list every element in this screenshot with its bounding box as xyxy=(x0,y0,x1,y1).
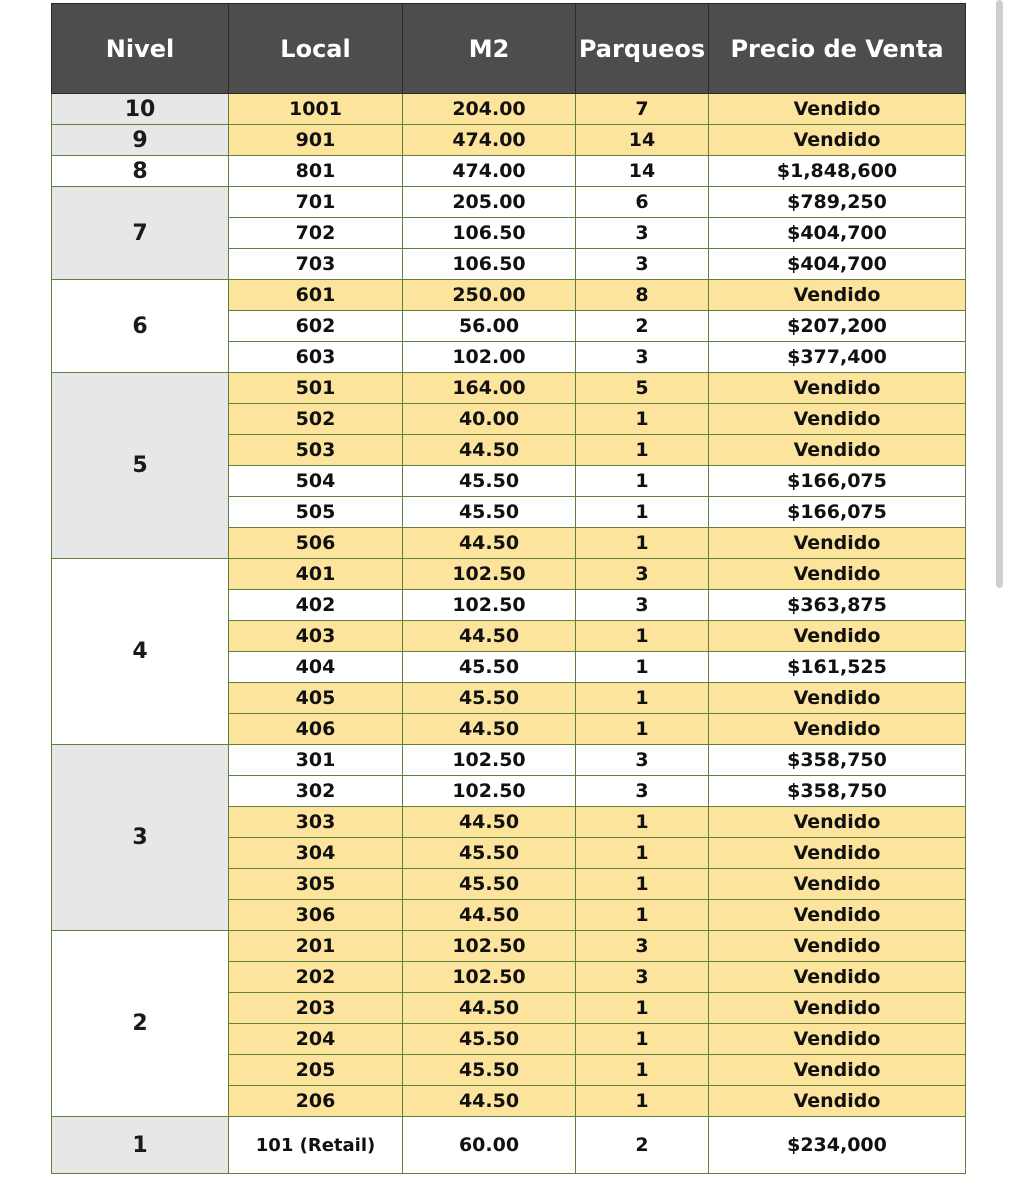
m2-cell: 44.50 xyxy=(403,714,576,745)
parqueos-cell: 14 xyxy=(576,156,709,187)
precio-cell: Vendido xyxy=(709,280,966,311)
precio-cell: $377,400 xyxy=(709,342,966,373)
header-nivel: Nivel xyxy=(52,4,229,94)
local-cell: 506 xyxy=(229,528,403,559)
local-cell: 901 xyxy=(229,125,403,156)
m2-cell: 40.00 xyxy=(403,404,576,435)
parqueos-cell: 1 xyxy=(576,869,709,900)
parqueos-cell: 2 xyxy=(576,311,709,342)
table-row xyxy=(52,559,966,590)
local-cell: 302 xyxy=(229,776,403,807)
local-cell: 403 xyxy=(229,621,403,652)
local-cell: 801 xyxy=(229,156,403,187)
m2-cell: 102.50 xyxy=(403,776,576,807)
parqueos-cell: 1 xyxy=(576,1086,709,1117)
local-cell: 603 xyxy=(229,342,403,373)
m2-cell: 44.50 xyxy=(403,528,576,559)
m2-cell: 102.50 xyxy=(403,745,576,776)
m2-cell: 44.50 xyxy=(403,1086,576,1117)
precio-cell: Vendido xyxy=(709,838,966,869)
local-cell: 401 xyxy=(229,559,403,590)
local-cell: 304 xyxy=(229,838,403,869)
m2-cell: 106.50 xyxy=(403,218,576,249)
local-cell: 206 xyxy=(229,1086,403,1117)
table-row xyxy=(52,94,966,125)
local-cell: 502 xyxy=(229,404,403,435)
precio-cell: $234,000 xyxy=(709,1117,966,1174)
nivel-cell: 4 xyxy=(52,559,229,745)
table-body xyxy=(52,94,966,1174)
m2-cell: 45.50 xyxy=(403,838,576,869)
precio-cell: $404,700 xyxy=(709,249,966,280)
local-cell: 201 xyxy=(229,931,403,962)
precio-cell: Vendido xyxy=(709,869,966,900)
m2-cell: 45.50 xyxy=(403,683,576,714)
header-local: Local xyxy=(229,4,403,94)
parqueos-cell: 1 xyxy=(576,838,709,869)
precio-cell: $789,250 xyxy=(709,187,966,218)
local-cell: 501 xyxy=(229,373,403,404)
table-row xyxy=(52,125,966,156)
table-row xyxy=(52,931,966,962)
header-m2: M2 xyxy=(403,4,576,94)
parqueos-cell: 1 xyxy=(576,900,709,931)
parqueos-cell: 3 xyxy=(576,559,709,590)
precio-cell: Vendido xyxy=(709,621,966,652)
local-cell: 602 xyxy=(229,311,403,342)
local-cell: 505 xyxy=(229,497,403,528)
m2-cell: 102.50 xyxy=(403,962,576,993)
parqueos-cell: 1 xyxy=(576,807,709,838)
scrollbar[interactable] xyxy=(996,0,1003,588)
precio-cell: Vendido xyxy=(709,993,966,1024)
parqueos-cell: 1 xyxy=(576,466,709,497)
local-cell: 205 xyxy=(229,1055,403,1086)
precio-cell: $207,200 xyxy=(709,311,966,342)
parqueos-cell: 1 xyxy=(576,683,709,714)
header-parqueos: Parqueos xyxy=(576,4,709,94)
local-cell: 1001 xyxy=(229,94,403,125)
nivel-cell: 1 xyxy=(52,1117,229,1174)
precio-cell: Vendido xyxy=(709,807,966,838)
header-precio: Precio de Venta xyxy=(709,4,966,94)
local-cell: 504 xyxy=(229,466,403,497)
parqueos-cell: 3 xyxy=(576,249,709,280)
m2-cell: 45.50 xyxy=(403,466,576,497)
parqueos-cell: 3 xyxy=(576,590,709,621)
local-cell: 405 xyxy=(229,683,403,714)
local-cell: 601 xyxy=(229,280,403,311)
local-cell: 503 xyxy=(229,435,403,466)
m2-cell: 56.00 xyxy=(403,311,576,342)
header-row xyxy=(52,4,966,94)
table-row xyxy=(52,373,966,404)
local-cell: 301 xyxy=(229,745,403,776)
parqueos-cell: 1 xyxy=(576,993,709,1024)
precio-cell: Vendido xyxy=(709,1024,966,1055)
parqueos-cell: 3 xyxy=(576,931,709,962)
local-cell: 306 xyxy=(229,900,403,931)
m2-cell: 250.00 xyxy=(403,280,576,311)
parqueos-cell: 3 xyxy=(576,342,709,373)
m2-cell: 44.50 xyxy=(403,807,576,838)
parqueos-cell: 6 xyxy=(576,187,709,218)
local-cell: 203 xyxy=(229,993,403,1024)
parqueos-cell: 1 xyxy=(576,1024,709,1055)
precio-cell: Vendido xyxy=(709,373,966,404)
precio-cell: $363,875 xyxy=(709,590,966,621)
precio-cell: Vendido xyxy=(709,683,966,714)
m2-cell: 45.50 xyxy=(403,1024,576,1055)
parqueos-cell: 3 xyxy=(576,962,709,993)
nivel-cell: 3 xyxy=(52,745,229,931)
m2-cell: 102.50 xyxy=(403,559,576,590)
nivel-cell: 6 xyxy=(52,280,229,373)
parqueos-cell: 8 xyxy=(576,280,709,311)
table-header xyxy=(52,4,966,94)
parqueos-cell: 3 xyxy=(576,218,709,249)
precio-cell: $166,075 xyxy=(709,497,966,528)
parqueos-cell: 1 xyxy=(576,714,709,745)
parqueos-cell: 1 xyxy=(576,528,709,559)
parqueos-cell: 1 xyxy=(576,497,709,528)
nivel-cell: 7 xyxy=(52,187,229,280)
local-cell: 703 xyxy=(229,249,403,280)
precio-cell: Vendido xyxy=(709,931,966,962)
m2-cell: 44.50 xyxy=(403,993,576,1024)
table-row xyxy=(52,745,966,776)
parqueos-cell: 1 xyxy=(576,1055,709,1086)
local-cell: 404 xyxy=(229,652,403,683)
table-row xyxy=(52,187,966,218)
precio-cell: $404,700 xyxy=(709,218,966,249)
m2-cell: 45.50 xyxy=(403,497,576,528)
parqueos-cell: 1 xyxy=(576,652,709,683)
precio-cell: Vendido xyxy=(709,94,966,125)
precio-cell: Vendido xyxy=(709,962,966,993)
m2-cell: 164.00 xyxy=(403,373,576,404)
m2-cell: 474.00 xyxy=(403,156,576,187)
nivel-cell: 8 xyxy=(52,156,229,187)
m2-cell: 106.50 xyxy=(403,249,576,280)
local-cell: 402 xyxy=(229,590,403,621)
local-cell: 305 xyxy=(229,869,403,900)
precio-cell: $358,750 xyxy=(709,745,966,776)
parqueos-cell: 5 xyxy=(576,373,709,404)
precio-cell: $1,848,600 xyxy=(709,156,966,187)
precio-cell: Vendido xyxy=(709,435,966,466)
precio-cell: Vendido xyxy=(709,404,966,435)
parqueos-cell: 7 xyxy=(576,94,709,125)
nivel-cell: 5 xyxy=(52,373,229,559)
nivel-cell: 2 xyxy=(52,931,229,1117)
parqueos-cell: 3 xyxy=(576,776,709,807)
nivel-cell: 9 xyxy=(52,125,229,156)
precio-cell: Vendido xyxy=(709,714,966,745)
precio-cell: Vendido xyxy=(709,528,966,559)
m2-cell: 102.50 xyxy=(403,590,576,621)
table-row xyxy=(52,1117,966,1174)
precio-cell: Vendido xyxy=(709,1055,966,1086)
m2-cell: 204.00 xyxy=(403,94,576,125)
local-cell: 204 xyxy=(229,1024,403,1055)
local-cell: 701 xyxy=(229,187,403,218)
sales-table xyxy=(51,3,966,1174)
local-cell: 202 xyxy=(229,962,403,993)
m2-cell: 102.50 xyxy=(403,931,576,962)
precio-cell: Vendido xyxy=(709,900,966,931)
m2-cell: 45.50 xyxy=(403,869,576,900)
parqueos-cell: 2 xyxy=(576,1117,709,1174)
parqueos-cell: 1 xyxy=(576,404,709,435)
m2-cell: 60.00 xyxy=(403,1117,576,1174)
m2-cell: 102.00 xyxy=(403,342,576,373)
local-cell: 406 xyxy=(229,714,403,745)
local-cell: 702 xyxy=(229,218,403,249)
m2-cell: 205.00 xyxy=(403,187,576,218)
table-row xyxy=(52,156,966,187)
nivel-cell: 10 xyxy=(52,94,229,125)
parqueos-cell: 1 xyxy=(576,435,709,466)
parqueos-cell: 14 xyxy=(576,125,709,156)
m2-cell: 45.50 xyxy=(403,652,576,683)
m2-cell: 44.50 xyxy=(403,900,576,931)
m2-cell: 44.50 xyxy=(403,435,576,466)
precio-cell: Vendido xyxy=(709,559,966,590)
precio-cell: Vendido xyxy=(709,1086,966,1117)
m2-cell: 45.50 xyxy=(403,1055,576,1086)
precio-cell: $358,750 xyxy=(709,776,966,807)
precio-cell: Vendido xyxy=(709,125,966,156)
local-cell: 101 (Retail) xyxy=(229,1117,403,1174)
precio-cell: $161,525 xyxy=(709,652,966,683)
table-row xyxy=(52,280,966,311)
m2-cell: 474.00 xyxy=(403,125,576,156)
m2-cell: 44.50 xyxy=(403,621,576,652)
precio-cell: $166,075 xyxy=(709,466,966,497)
local-cell: 303 xyxy=(229,807,403,838)
parqueos-cell: 1 xyxy=(576,621,709,652)
parqueos-cell: 3 xyxy=(576,745,709,776)
